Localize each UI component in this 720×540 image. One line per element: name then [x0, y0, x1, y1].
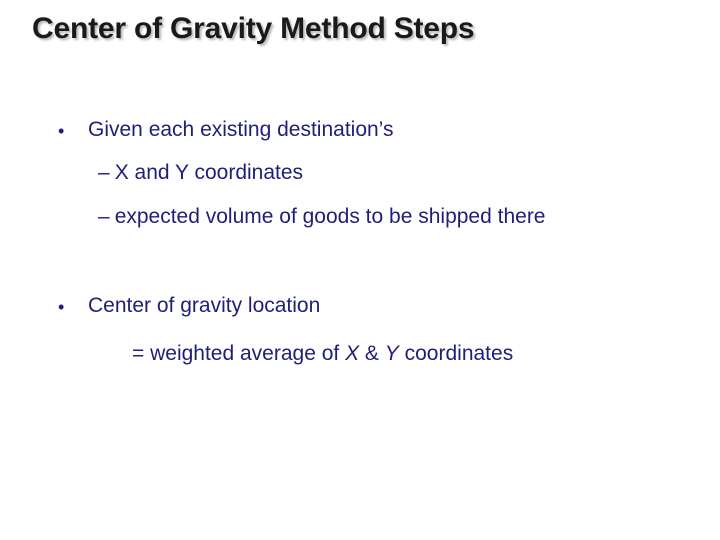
bullet-marker-1: • — [58, 121, 65, 141]
subitem-2-marker: – — [98, 205, 110, 228]
subitem-2 — [98, 203, 546, 231]
bullet-marker-2: • — [58, 297, 65, 317]
subitem-2-text: expected volume of goods to be shipped there — [114, 205, 546, 228]
continuation-suffix: coordinates — [398, 342, 514, 365]
variable-y: Y — [384, 342, 399, 365]
subitem-1-text: X and Y coordinates — [114, 161, 304, 184]
subitem-1-marker: – — [98, 161, 110, 184]
ampersand: & — [359, 342, 385, 365]
bullet-2-text: Center of gravity location — [88, 294, 321, 317]
slide-title: Center of Gravity Method Steps — [32, 12, 475, 45]
continuation-prefix: = weighted average of — [132, 342, 346, 365]
bullet-1-text: Given each existing destination’s — [88, 118, 394, 141]
weighted-average-line — [132, 340, 513, 368]
variable-x: X — [345, 342, 360, 365]
subitem-1 — [98, 159, 303, 187]
